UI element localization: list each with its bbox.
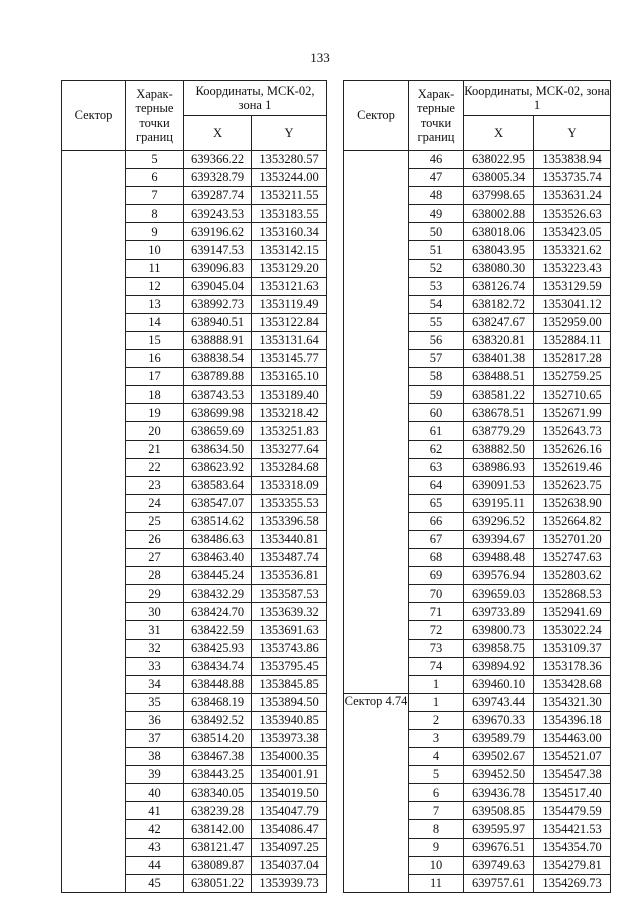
- point-number: 19: [126, 404, 184, 422]
- point-number: 72: [409, 621, 464, 639]
- x-coordinate: 638547.07: [184, 494, 252, 512]
- x-coordinate: 638463.40: [184, 549, 252, 567]
- y-coordinate: 1353211.55: [252, 187, 327, 205]
- point-number: 42: [126, 820, 184, 838]
- y-coordinate: 1353526.63: [534, 205, 611, 223]
- table-row: [344, 151, 611, 169]
- y-coordinate: 1353894.50: [252, 693, 327, 711]
- point-number: 3: [409, 730, 464, 748]
- x-coordinate: 639045.04: [184, 277, 252, 295]
- y-coordinate: 1353838.94: [534, 151, 611, 169]
- y-coordinate: 1353536.81: [252, 567, 327, 585]
- x-coordinate: 639488.48: [464, 549, 534, 567]
- point-number: 1: [409, 675, 464, 693]
- point-number: 68: [409, 549, 464, 567]
- header-y: Y: [534, 116, 611, 151]
- point-number: 10: [409, 856, 464, 874]
- y-coordinate: 1353165.10: [252, 368, 327, 386]
- y-coordinate: 1353122.84: [252, 313, 327, 331]
- left-table-body: [62, 151, 327, 893]
- x-coordinate: 639576.94: [464, 567, 534, 585]
- x-coordinate: 638239.28: [184, 802, 252, 820]
- point-number: 15: [126, 331, 184, 349]
- y-coordinate: 1353129.20: [252, 259, 327, 277]
- y-coordinate: 1353631.24: [534, 187, 611, 205]
- point-number: 63: [409, 458, 464, 476]
- page-number: 133: [310, 50, 330, 65]
- coordinates-table-right: [343, 80, 611, 893]
- x-coordinate: 638320.81: [464, 331, 534, 349]
- x-coordinate: 638448.88: [184, 675, 252, 693]
- x-coordinate: 638022.95: [464, 151, 534, 169]
- y-coordinate: 1354517.40: [534, 784, 611, 802]
- x-coordinate: 639328.79: [184, 169, 252, 187]
- point-number: 46: [409, 151, 464, 169]
- point-number: 13: [126, 295, 184, 313]
- point-number: 7: [409, 802, 464, 820]
- point-number: 58: [409, 368, 464, 386]
- x-coordinate: 638142.00: [184, 820, 252, 838]
- point-number: 34: [126, 675, 184, 693]
- point-number: 41: [126, 802, 184, 820]
- header-sector: Сектор: [344, 81, 409, 151]
- y-coordinate: 1353218.42: [252, 404, 327, 422]
- x-coordinate: 639800.73: [464, 621, 534, 639]
- y-coordinate: 1353251.83: [252, 422, 327, 440]
- y-coordinate: 1352619.46: [534, 458, 611, 476]
- point-number: 32: [126, 639, 184, 657]
- x-coordinate: 639195.11: [464, 494, 534, 512]
- x-coordinate: 638581.22: [464, 386, 534, 404]
- x-coordinate: 638401.38: [464, 350, 534, 368]
- y-coordinate: 1354547.38: [534, 766, 611, 784]
- point-number: 24: [126, 494, 184, 512]
- point-number: 9: [126, 223, 184, 241]
- point-number: 2: [409, 711, 464, 729]
- point-number: 10: [126, 241, 184, 259]
- point-number: 62: [409, 440, 464, 458]
- x-coordinate: 639595.97: [464, 820, 534, 838]
- x-coordinate: 639460.10: [464, 675, 534, 693]
- x-coordinate: 639733.89: [464, 603, 534, 621]
- x-coordinate: 638089.87: [184, 856, 252, 874]
- x-coordinate: 638514.62: [184, 512, 252, 530]
- point-number: 52: [409, 259, 464, 277]
- y-coordinate: 1352638.90: [534, 494, 611, 512]
- y-coordinate: 1353109.37: [534, 639, 611, 657]
- point-number: 39: [126, 766, 184, 784]
- x-coordinate: 639676.51: [464, 838, 534, 856]
- table-row: [344, 693, 611, 711]
- y-coordinate: 1354269.73: [534, 874, 611, 892]
- y-coordinate: 1353743.86: [252, 639, 327, 657]
- point-number: 8: [126, 205, 184, 223]
- y-coordinate: 1354321.30: [534, 693, 611, 711]
- x-coordinate: 638743.53: [184, 386, 252, 404]
- point-number: 14: [126, 313, 184, 331]
- y-coordinate: 1352884.11: [534, 331, 611, 349]
- x-coordinate: 638882.50: [464, 440, 534, 458]
- y-coordinate: 1353735.74: [534, 169, 611, 187]
- x-coordinate: 638888.91: [184, 331, 252, 349]
- y-coordinate: 1354000.35: [252, 748, 327, 766]
- y-coordinate: 1353423.05: [534, 223, 611, 241]
- x-coordinate: 638445.24: [184, 567, 252, 585]
- table-row: [62, 151, 327, 169]
- point-number: 12: [126, 277, 184, 295]
- y-coordinate: 1354421.53: [534, 820, 611, 838]
- x-coordinate: 639394.67: [464, 530, 534, 548]
- y-coordinate: 1353121.63: [252, 277, 327, 295]
- point-number: 8: [409, 820, 464, 838]
- point-number: 11: [126, 259, 184, 277]
- y-coordinate: 1353189.40: [252, 386, 327, 404]
- point-number: 17: [126, 368, 184, 386]
- y-coordinate: 1353440.81: [252, 530, 327, 548]
- y-coordinate: 1353487.74: [252, 549, 327, 567]
- point-number: 45: [126, 874, 184, 892]
- point-number: 53: [409, 277, 464, 295]
- y-coordinate: 1354019.50: [252, 784, 327, 802]
- point-number: 60: [409, 404, 464, 422]
- point-number: 18: [126, 386, 184, 404]
- y-coordinate: 1353145.77: [252, 350, 327, 368]
- point-number: 37: [126, 730, 184, 748]
- header-coords: Координаты, МСК-02, зона 1: [464, 81, 611, 116]
- point-number: 54: [409, 295, 464, 313]
- y-coordinate: 1354001.91: [252, 766, 327, 784]
- point-number: 28: [126, 567, 184, 585]
- x-coordinate: 637998.65: [464, 187, 534, 205]
- x-coordinate: 639743.44: [464, 693, 534, 711]
- point-number: 59: [409, 386, 464, 404]
- y-coordinate: 1353131.64: [252, 331, 327, 349]
- point-number: 35: [126, 693, 184, 711]
- x-coordinate: 638634.50: [184, 440, 252, 458]
- point-number: 1: [409, 693, 464, 711]
- y-coordinate: 1353119.49: [252, 295, 327, 313]
- y-coordinate: 1352623.75: [534, 476, 611, 494]
- y-coordinate: 1354354.70: [534, 838, 611, 856]
- y-coordinate: 1353355.53: [252, 494, 327, 512]
- point-number: 44: [126, 856, 184, 874]
- sector-cell-4-74: [344, 693, 409, 892]
- x-coordinate: 639749.63: [464, 856, 534, 874]
- y-coordinate: 1353795.45: [252, 657, 327, 675]
- point-number: 43: [126, 838, 184, 856]
- point-number: 4: [409, 748, 464, 766]
- y-coordinate: 1353639.32: [252, 603, 327, 621]
- y-coordinate: 1353845.85: [252, 675, 327, 693]
- point-number: 11: [409, 874, 464, 892]
- point-number: 66: [409, 512, 464, 530]
- x-coordinate: 638005.34: [464, 169, 534, 187]
- y-coordinate: 1352671.99: [534, 404, 611, 422]
- x-coordinate: 638422.59: [184, 621, 252, 639]
- y-coordinate: 1353160.34: [252, 223, 327, 241]
- point-number: 25: [126, 512, 184, 530]
- point-number: 56: [409, 331, 464, 349]
- point-number: 33: [126, 657, 184, 675]
- y-coordinate: 1353223.43: [534, 259, 611, 277]
- y-coordinate: 1353396.58: [252, 512, 327, 530]
- point-number: 69: [409, 567, 464, 585]
- point-number: 57: [409, 350, 464, 368]
- x-coordinate: 638488.51: [464, 368, 534, 386]
- x-coordinate: 638486.63: [184, 530, 252, 548]
- y-coordinate: 1354037.04: [252, 856, 327, 874]
- y-coordinate: 1352643.73: [534, 422, 611, 440]
- y-coordinate: 1352626.16: [534, 440, 611, 458]
- x-coordinate: 638492.52: [184, 711, 252, 729]
- y-coordinate: 1353244.00: [252, 169, 327, 187]
- x-coordinate: 638247.67: [464, 313, 534, 331]
- y-coordinate: 1353691.63: [252, 621, 327, 639]
- x-coordinate: 639196.62: [184, 223, 252, 241]
- header-sector: Сектор: [62, 81, 126, 151]
- point-number: 38: [126, 748, 184, 766]
- x-coordinate: 639670.33: [464, 711, 534, 729]
- point-number: 22: [126, 458, 184, 476]
- x-coordinate: 638583.64: [184, 476, 252, 494]
- y-coordinate: 1353318.09: [252, 476, 327, 494]
- y-coordinate: 1354047.79: [252, 802, 327, 820]
- y-coordinate: 1353129.59: [534, 277, 611, 295]
- x-coordinate: 638992.73: [184, 295, 252, 313]
- sector-cell: [344, 151, 409, 694]
- y-coordinate: 1352803.62: [534, 567, 611, 585]
- x-coordinate: 638789.88: [184, 368, 252, 386]
- x-coordinate: 638678.51: [464, 404, 534, 422]
- header-coords: Координаты, МСК-02, зона 1: [184, 81, 327, 116]
- point-number: 7: [126, 187, 184, 205]
- y-coordinate: 1354521.07: [534, 748, 611, 766]
- x-coordinate: 639366.22: [184, 151, 252, 169]
- y-coordinate: 1352701.20: [534, 530, 611, 548]
- y-coordinate: 1352868.53: [534, 585, 611, 603]
- y-coordinate: 1354396.18: [534, 711, 611, 729]
- x-coordinate: 639589.79: [464, 730, 534, 748]
- point-number: 74: [409, 657, 464, 675]
- x-coordinate: 638940.51: [184, 313, 252, 331]
- point-number: 6: [126, 169, 184, 187]
- sector-cell: [62, 151, 126, 893]
- point-number: 29: [126, 585, 184, 603]
- point-number: 65: [409, 494, 464, 512]
- y-coordinate: 1353142.15: [252, 241, 327, 259]
- point-number: 73: [409, 639, 464, 657]
- y-coordinate: 1353587.53: [252, 585, 327, 603]
- x-coordinate: 638434.74: [184, 657, 252, 675]
- x-coordinate: 639858.75: [464, 639, 534, 657]
- x-coordinate: 639757.61: [464, 874, 534, 892]
- y-coordinate: 1353321.62: [534, 241, 611, 259]
- y-coordinate: 1353178.36: [534, 657, 611, 675]
- x-coordinate: 639508.85: [464, 802, 534, 820]
- point-number: 26: [126, 530, 184, 548]
- y-coordinate: 1354479.59: [534, 802, 611, 820]
- point-number: 70: [409, 585, 464, 603]
- header-points: Харак-терные точки границ: [126, 81, 184, 151]
- x-coordinate: 638126.74: [464, 277, 534, 295]
- x-coordinate: 639659.03: [464, 585, 534, 603]
- x-coordinate: 639436.78: [464, 784, 534, 802]
- x-coordinate: 638779.29: [464, 422, 534, 440]
- y-coordinate: 1353284.68: [252, 458, 327, 476]
- sector-label: Сектор 4.74: [344, 693, 408, 708]
- y-coordinate: 1353940.85: [252, 711, 327, 729]
- x-coordinate: 638468.19: [184, 693, 252, 711]
- x-coordinate: 639096.83: [184, 259, 252, 277]
- point-number: 67: [409, 530, 464, 548]
- y-coordinate: 1354086.47: [252, 820, 327, 838]
- point-number: 47: [409, 169, 464, 187]
- x-coordinate: 638051.22: [184, 874, 252, 892]
- y-coordinate: 1352941.69: [534, 603, 611, 621]
- point-number: 16: [126, 350, 184, 368]
- point-number: 36: [126, 711, 184, 729]
- coordinates-table-left: [61, 80, 327, 893]
- x-coordinate: 639502.67: [464, 748, 534, 766]
- x-coordinate: 638514.20: [184, 730, 252, 748]
- point-number: 49: [409, 205, 464, 223]
- y-coordinate: 1353428.68: [534, 675, 611, 693]
- x-coordinate: 639894.92: [464, 657, 534, 675]
- x-coordinate: 638699.98: [184, 404, 252, 422]
- right-table-body: [344, 151, 611, 893]
- point-number: 21: [126, 440, 184, 458]
- y-coordinate: 1352710.65: [534, 386, 611, 404]
- y-coordinate: 1354279.81: [534, 856, 611, 874]
- x-coordinate: 638018.06: [464, 223, 534, 241]
- y-coordinate: 1352759.25: [534, 368, 611, 386]
- point-number: 48: [409, 187, 464, 205]
- x-coordinate: 638043.95: [464, 241, 534, 259]
- point-number: 9: [409, 838, 464, 856]
- point-number: 31: [126, 621, 184, 639]
- x-coordinate: 638182.72: [464, 295, 534, 313]
- point-number: 64: [409, 476, 464, 494]
- x-coordinate: 638340.05: [184, 784, 252, 802]
- point-number: 61: [409, 422, 464, 440]
- y-coordinate: 1352959.00: [534, 313, 611, 331]
- x-coordinate: 638424.70: [184, 603, 252, 621]
- x-coordinate: 639296.52: [464, 512, 534, 530]
- y-coordinate: 1353022.24: [534, 621, 611, 639]
- y-coordinate: 1354097.25: [252, 838, 327, 856]
- x-coordinate: 638467.38: [184, 748, 252, 766]
- x-coordinate: 639452.50: [464, 766, 534, 784]
- header-y: Y: [252, 116, 327, 151]
- y-coordinate: 1352747.63: [534, 549, 611, 567]
- point-number: 5: [126, 151, 184, 169]
- header-points: Харак-терные точки границ: [409, 81, 464, 151]
- x-coordinate: 639147.53: [184, 241, 252, 259]
- point-number: 40: [126, 784, 184, 802]
- y-coordinate: 1353280.57: [252, 151, 327, 169]
- point-number: 5: [409, 766, 464, 784]
- y-coordinate: 1353973.38: [252, 730, 327, 748]
- x-coordinate: 638623.92: [184, 458, 252, 476]
- x-coordinate: 639287.74: [184, 187, 252, 205]
- point-number: 51: [409, 241, 464, 259]
- point-number: 30: [126, 603, 184, 621]
- x-coordinate: 638838.54: [184, 350, 252, 368]
- header-x: X: [464, 116, 534, 151]
- header-x: X: [184, 116, 252, 151]
- point-number: 55: [409, 313, 464, 331]
- x-coordinate: 638121.47: [184, 838, 252, 856]
- y-coordinate: 1353277.64: [252, 440, 327, 458]
- x-coordinate: 638432.29: [184, 585, 252, 603]
- point-number: 6: [409, 784, 464, 802]
- x-coordinate: 639243.53: [184, 205, 252, 223]
- point-number: 27: [126, 549, 184, 567]
- y-coordinate: 1352664.82: [534, 512, 611, 530]
- x-coordinate: 639091.53: [464, 476, 534, 494]
- x-coordinate: 638002.88: [464, 205, 534, 223]
- point-number: 23: [126, 476, 184, 494]
- x-coordinate: 638080.30: [464, 259, 534, 277]
- x-coordinate: 638443.25: [184, 766, 252, 784]
- point-number: 50: [409, 223, 464, 241]
- y-coordinate: 1353183.55: [252, 205, 327, 223]
- point-number: 20: [126, 422, 184, 440]
- y-coordinate: 1353939.73: [252, 874, 327, 892]
- y-coordinate: 1352817.28: [534, 350, 611, 368]
- point-number: 71: [409, 603, 464, 621]
- y-coordinate: 1354463.00: [534, 730, 611, 748]
- x-coordinate: 638659.69: [184, 422, 252, 440]
- x-coordinate: 638425.93: [184, 639, 252, 657]
- x-coordinate: 638986.93: [464, 458, 534, 476]
- y-coordinate: 1353041.12: [534, 295, 611, 313]
